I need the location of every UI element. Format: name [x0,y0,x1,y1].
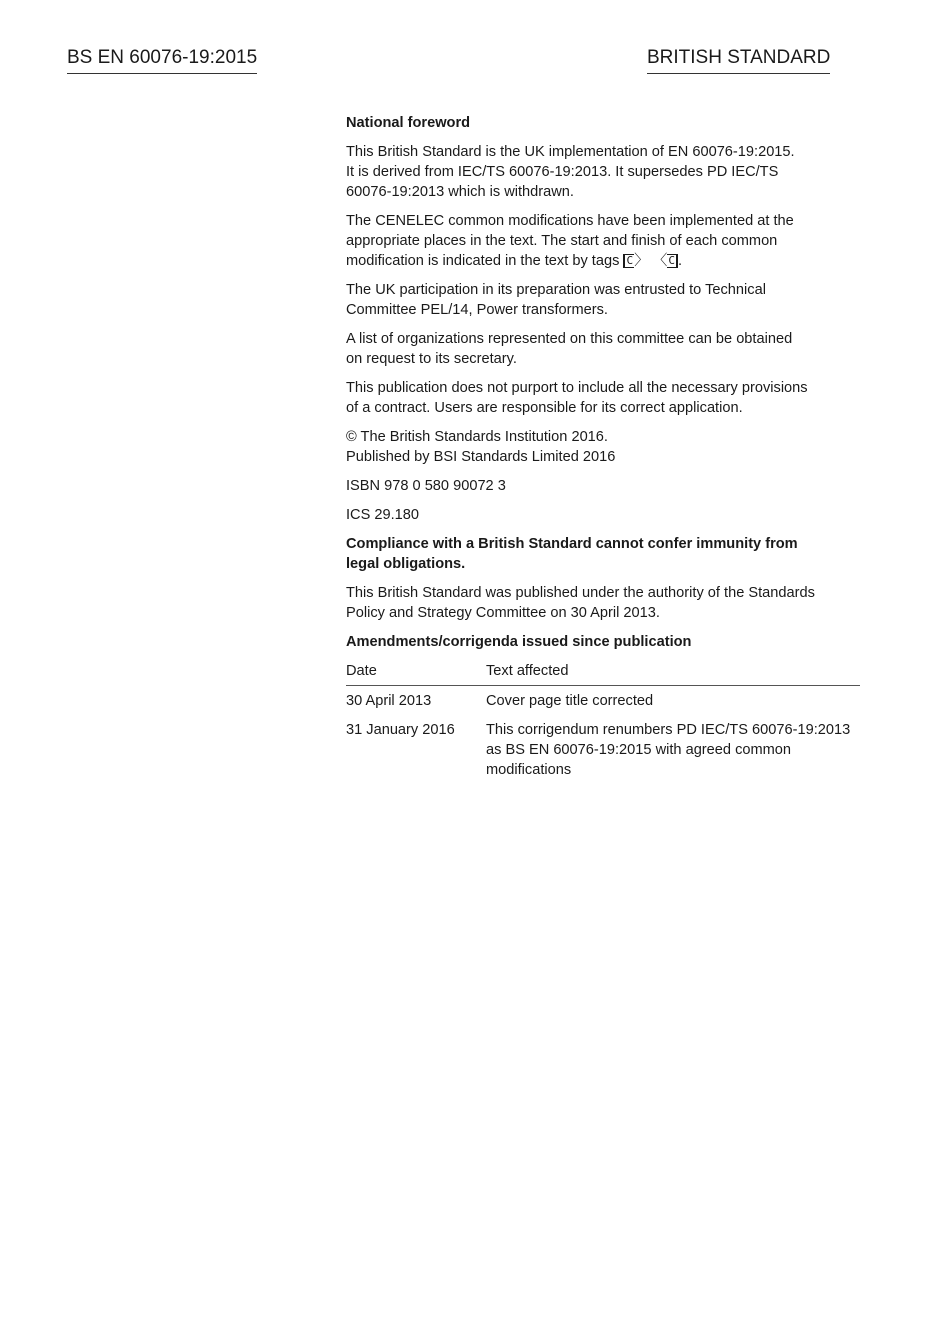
text-line: as BS EN 60076-19:2015 with agreed common [486,742,792,758]
text-line: This British Standard was published under the authority of the Standards [346,585,815,601]
foreword-paragraph-disclaimer [346,378,861,418]
foreword-paragraph-modifications [346,211,861,271]
text-segment: . [677,253,683,269]
document-type-header: BRITISH STANDARD [647,46,830,74]
text-line: of a contract. Users are responsible for its correct application. [346,400,743,416]
table-header-row [346,661,860,686]
text-line: This British Standard is the UK implementation of EN 60076-19:2015. [346,144,795,160]
isbn: ISBN 978 0 580 90072 3 [346,478,506,494]
text-line: Cover page title corrected [486,693,654,709]
text-line: Compliance with a British Standard cannot confer immunity from [346,536,798,552]
modification-start-tag-icon: C [623,254,634,268]
authority-statement [346,583,861,623]
foreword-title: National foreword [346,115,471,131]
foreword-paragraph-committee [346,280,861,320]
text-line: The UK participation in its preparation was entrusted to Technical [346,282,766,298]
column-header-date: Date [346,661,486,686]
amendment-date: 31 January 2016 [346,722,455,738]
text-line: © The British Standards Institution 2016. [346,429,608,445]
amendments-title: Amendments/corrigenda issued since publication [346,634,692,650]
amendment-date: 30 April 2013 [346,693,432,709]
foreword-paragraph-organizations [346,329,861,369]
text-segment: modification is indicated in the text by tags [346,253,620,269]
text-line: The CENELEC common modifications have been implemented at the [346,213,794,229]
foreword-paragraph-implementation [346,142,861,202]
text-line: 60076-19:2013 which is withdrawn. [346,184,574,200]
compliance-statement [346,534,861,574]
ics-code: ICS 29.180 [346,507,420,523]
text-line: This corrigendum renumbers PD IEC/TS 60076-19:2013 [486,722,851,738]
national-foreword-section [346,113,861,784]
text-line: on request to its secretary. [346,351,517,367]
text-line: It is derived from IEC/TS 60076-19:2013. It supersedes PD IEC/TS [346,164,779,180]
text-line: Committee PEL/14, Power transformers. [346,302,608,318]
text-line: A list of organizations represented on this committee can be obtained [346,331,793,347]
amendment-text [486,715,860,784]
text-line: legal obligations. [346,556,466,572]
amendment-text [486,686,860,716]
text-line: modification is indicated in the text by tags C〉 〈C . [346,253,683,269]
document-id-header: BS EN 60076-19:2015 [67,46,257,74]
copyright-notice [346,427,861,467]
text-line: Published by BSI Standards Limited 2016 [346,449,616,465]
text-line: Policy and Strategy Committee on 30 April 2013. [346,605,660,621]
text-line: appropriate places in the text. The start and finish of each common [346,233,778,249]
amendments-table [346,661,860,784]
table-row [346,715,860,784]
column-header-text-affected: Text affected [486,661,860,686]
table-row [346,686,860,716]
modification-end-tag-icon: C [667,254,678,268]
text-line: This publication does not purport to include all the necessary provisions [346,380,808,396]
text-line: modifications [486,762,572,778]
